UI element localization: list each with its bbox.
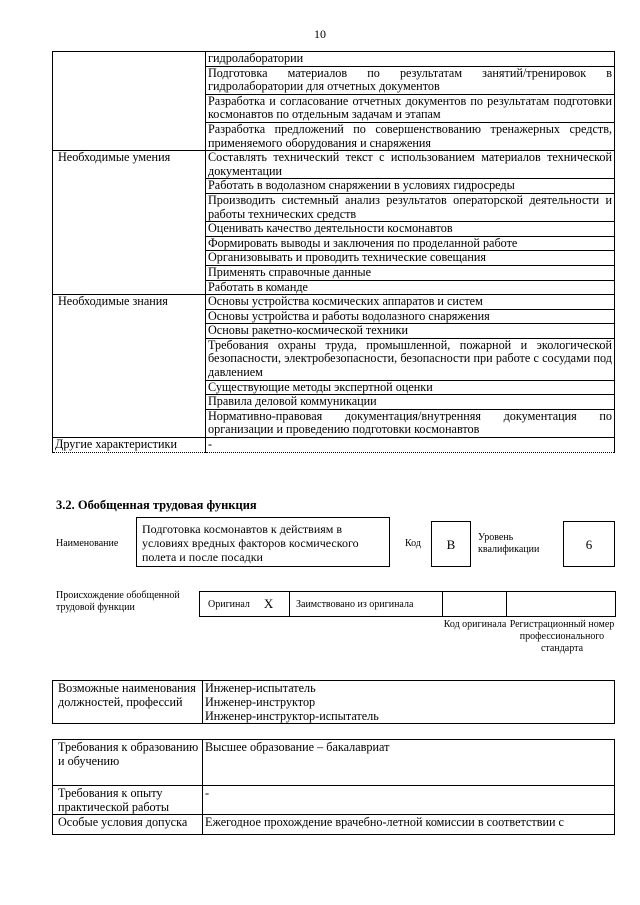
education-label: Требования к образованию и обучению xyxy=(53,740,203,786)
original-cell xyxy=(199,591,289,617)
table-cell: Работать в водолазном снаряжении в условиях гидросреды xyxy=(206,179,615,194)
code-value-box: B xyxy=(431,521,471,567)
table-cell: Разработка и согласование отчетных документов по результатам подготовки космонавтов по отдельным задачам и этапам xyxy=(206,94,615,122)
level-label: Уровень квалификации xyxy=(478,532,540,555)
code-label: Код xyxy=(405,538,421,549)
table-cell: Подготовка материалов по результатам занятий/тренировок в гидролаборатории для отчетных документов xyxy=(206,66,615,94)
experience-value: - xyxy=(203,786,615,815)
function-name-box: Подготовка космонавтов к действиям в условиях вредных факторов космического полета и после посадки xyxy=(136,517,390,567)
reg-number-label: Регистрационный номер профессионального стандарта xyxy=(509,619,615,654)
table-cell: Нормативно-правовая документация/внутренняя документация по организации и проведению подготовки космонавтов xyxy=(206,409,615,437)
table-cell: Основы ракетно-космической техники xyxy=(206,324,615,339)
level-value-box: 6 xyxy=(563,521,615,567)
table-cell: Правила деловой коммуникации xyxy=(206,395,615,410)
origin-row xyxy=(199,591,616,617)
row-label-continued xyxy=(53,52,206,151)
table-cell: Требования охраны труда, промышленной, пожарной и экологической безопасности, электробезопасности, безопасности при работе с сосудами под давлением xyxy=(206,338,615,380)
table-cell: Производить системный анализ результатов операторской деятельности и работы технических средств xyxy=(206,193,615,221)
table-cell: гидролаборатории xyxy=(206,52,615,67)
section-heading: 3.2. Обобщенная трудовая функция xyxy=(56,498,257,512)
skills-knowledge-table xyxy=(52,51,615,453)
table-cell: Основы устройства космических аппаратов и систем xyxy=(206,295,615,310)
row-label-other: Другие характеристики xyxy=(53,438,206,453)
experience-label: Требования к опыту практической работы xyxy=(53,786,203,815)
admission-label: Особые условия допуска xyxy=(53,815,203,835)
table-cell: Организовывать и проводить технические совещания xyxy=(206,251,615,266)
list-item: Инженер-инструктор-испытатель xyxy=(205,709,379,723)
table-cell: Составлять технический текст с использованием материалов технической документации xyxy=(206,151,615,179)
code-original-cell xyxy=(442,591,506,617)
positions-label: Возможные наименования должностей, профессий xyxy=(53,681,203,724)
table-cell: Применять справочные данные xyxy=(206,265,615,280)
admission-value: Ежегодное прохождение врачебно-летной комиссии в соответствии с xyxy=(203,815,615,835)
original-label: Оригинал xyxy=(208,598,250,610)
table-cell: - xyxy=(206,438,615,453)
list-item: Инженер-испытатель xyxy=(205,681,316,695)
education-value: Высшее образование – бакалавриат xyxy=(203,740,615,786)
list-item: Инженер-инструктор xyxy=(205,695,316,709)
page-number: 10 xyxy=(314,27,326,41)
requirements-table xyxy=(52,739,615,835)
table-cell: Работать в команде xyxy=(206,280,615,295)
code-original-label: Код оригинала xyxy=(443,619,507,630)
positions-table xyxy=(52,680,615,724)
origin-label: Происхождение обобщенной трудовой функции xyxy=(56,590,180,613)
table-cell: Разработка предложений по совершенствованию тренажерных средств, применяемого оборудования и снаряжения xyxy=(206,122,615,150)
row-label-skills: Необходимые умения xyxy=(53,151,206,295)
name-label: Наименование xyxy=(56,538,119,549)
table-cell: Оценивать качество деятельности космонавтов xyxy=(206,222,615,237)
table-cell: Существующие методы экспертной оценки xyxy=(206,380,615,395)
table-cell: Основы устройства и работы водолазного снаряжения xyxy=(206,309,615,324)
reg-number-cell xyxy=(506,591,616,617)
positions-list xyxy=(203,681,615,724)
row-label-knowledge: Необходимые знания xyxy=(53,295,206,438)
table-cell: Формировать выводы и заключения по проделанной работе xyxy=(206,236,615,251)
original-mark: X xyxy=(263,596,274,611)
borrowed-cell: Заимствовано из оригинала xyxy=(289,591,442,617)
